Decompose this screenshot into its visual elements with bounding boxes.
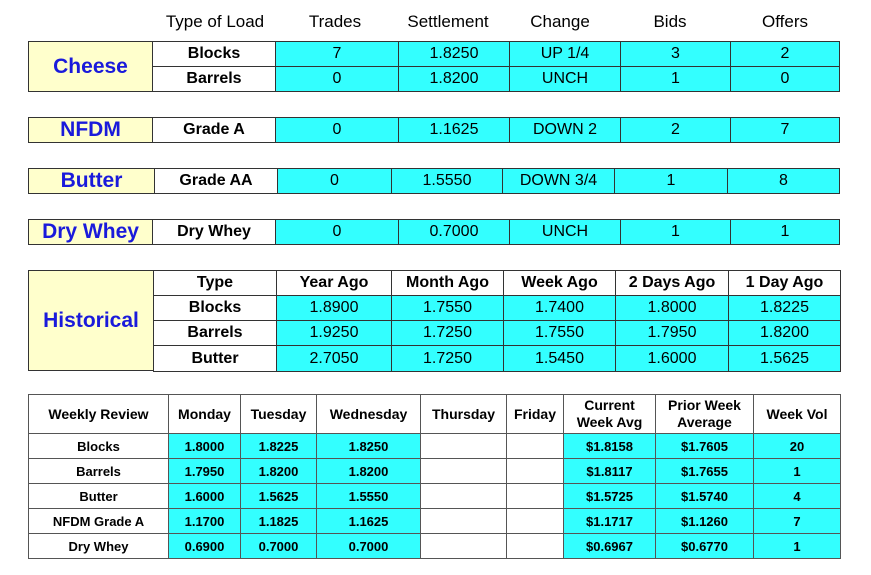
weekly-cell: 1.5625 (240, 483, 317, 509)
whey-settlement: 0.7000 (398, 219, 510, 245)
weekly-row-label: Blocks (28, 433, 169, 459)
historical-cell: 1.5625 (728, 345, 841, 372)
weekly-cell: 1.5550 (316, 483, 421, 509)
historical-cell: 1.7400 (503, 295, 616, 321)
weekly-header: Wednesday (316, 394, 421, 434)
historical-cell: 1.9250 (276, 320, 392, 346)
weekly-header: Monday (168, 394, 241, 434)
historical-header: Week Ago (503, 270, 616, 296)
header-settlement: Settlement (407, 12, 489, 31)
header-bids: Bids (653, 12, 687, 31)
cheese-blocks-offers: 2 (730, 41, 840, 67)
weekly-cell (420, 458, 507, 484)
weekly-cell: $1.5725 (563, 483, 656, 509)
weekly-cell: 1.7950 (168, 458, 241, 484)
nfdm-type: Grade A (152, 117, 276, 143)
whey-offers: 1 (730, 219, 840, 245)
historical-cell: 1.7250 (391, 345, 504, 372)
weekly-row-label: Dry Whey (28, 533, 169, 559)
historical-row-type: Blocks (153, 295, 277, 321)
butter-bids: 1 (614, 168, 728, 194)
header-change: Change (530, 12, 590, 31)
weekly-cell: 1.1825 (240, 508, 317, 534)
weekly-cell: 1 (753, 458, 841, 484)
weekly-cell: 20 (753, 433, 841, 459)
weekly-cell: 1.8200 (316, 458, 421, 484)
historical-cell: 1.7250 (391, 320, 504, 346)
weekly-cell: 1.1700 (168, 508, 241, 534)
historical-row-type: Butter (153, 345, 277, 372)
weekly-cell: 1.8200 (240, 458, 317, 484)
weekly-row-label: Barrels (28, 458, 169, 484)
cheese-barrels-change: UNCH (509, 66, 621, 92)
historical-cell: 1.7550 (503, 320, 616, 346)
weekly-cell (506, 533, 564, 559)
weekly-cell (420, 533, 507, 559)
historical-cell: 1.6000 (615, 345, 729, 372)
cheese-label: Cheese (28, 41, 153, 92)
historical-cell: 1.7550 (391, 295, 504, 321)
nfdm-change: DOWN 2 (509, 117, 621, 143)
weekly-cell: $0.6967 (563, 533, 656, 559)
weekly-cell: $0.6770 (655, 533, 754, 559)
weekly-header: Friday (506, 394, 564, 434)
weekly-cell: 0.6900 (168, 533, 241, 559)
weekly-cell: $1.5740 (655, 483, 754, 509)
cheese-barrels-settlement: 1.8200 (398, 66, 510, 92)
weekly-cell: 7 (753, 508, 841, 534)
historical-cell: 1.8225 (728, 295, 841, 321)
weekly-header: Weekly Review (28, 394, 169, 434)
butter-trades: 0 (277, 168, 392, 194)
nfdm-bids: 2 (620, 117, 731, 143)
whey-trades: 0 (275, 219, 399, 245)
cheese-blocks-settlement: 1.8250 (398, 41, 510, 67)
weekly-cell (506, 433, 564, 459)
butter-change: DOWN 3/4 (502, 168, 615, 194)
weekly-cell: $1.7605 (655, 433, 754, 459)
weekly-cell (506, 508, 564, 534)
cheese-blocks-change: UP 1/4 (509, 41, 621, 67)
butter-offers: 8 (727, 168, 840, 194)
weekly-cell: 1 (753, 533, 841, 559)
weekly-cell (420, 433, 507, 459)
historical-header: 1 Day Ago (728, 270, 841, 296)
weekly-header: Tuesday (240, 394, 317, 434)
historical-header: Month Ago (391, 270, 504, 296)
butter-settlement: 1.5550 (391, 168, 503, 194)
weekly-cell: $1.8117 (563, 458, 656, 484)
weekly-header: Prior Week Average (655, 394, 754, 434)
weekly-cell: $1.1717 (563, 508, 656, 534)
weekly-cell (420, 483, 507, 509)
historical-cell: 1.8900 (276, 295, 392, 321)
historical-cell: 1.8200 (728, 320, 841, 346)
weekly-cell: $1.1260 (655, 508, 754, 534)
weekly-row-label: NFDM Grade A (28, 508, 169, 534)
nfdm-trades: 0 (275, 117, 399, 143)
weekly-cell: 1.8250 (316, 433, 421, 459)
weekly-cell: 0.7000 (240, 533, 317, 559)
nfdm-settlement: 1.1625 (398, 117, 510, 143)
historical-header: Type (153, 270, 277, 296)
cheese-blocks-bids: 3 (620, 41, 731, 67)
historical-header: Year Ago (276, 270, 392, 296)
header-offers: Offers (762, 12, 808, 31)
header-trades: Trades (308, 12, 362, 31)
whey-bids: 1 (620, 219, 731, 245)
butter-type: Grade AA (154, 168, 278, 194)
whey-label: Dry Whey (28, 219, 153, 245)
weekly-cell: 0.7000 (316, 533, 421, 559)
historical-cell: 1.7950 (615, 320, 729, 346)
nfdm-label: NFDM (28, 117, 153, 143)
weekly-cell (506, 483, 564, 509)
cheese-barrels-bids: 1 (620, 66, 731, 92)
weekly-cell: 1.8000 (168, 433, 241, 459)
historical-header: 2 Days Ago (615, 270, 729, 296)
weekly-cell: 1.8225 (240, 433, 317, 459)
weekly-cell: 1.1625 (316, 508, 421, 534)
cheese-type-barrels: Barrels (152, 66, 276, 92)
weekly-cell: $1.8158 (563, 433, 656, 459)
cheese-barrels-trades: 0 (275, 66, 399, 92)
header-type-of-load: Type of Load (165, 12, 265, 31)
historical-cell: 1.5450 (503, 345, 616, 372)
historical-label: Historical (28, 270, 154, 371)
weekly-header: Current Week Avg (563, 394, 656, 434)
whey-change: UNCH (509, 219, 621, 245)
nfdm-offers: 7 (730, 117, 840, 143)
historical-cell: 1.8000 (615, 295, 729, 321)
butter-label: Butter (28, 168, 155, 194)
weekly-row-label: Butter (28, 483, 169, 509)
cheese-barrels-offers: 0 (730, 66, 840, 92)
weekly-cell: 4 (753, 483, 841, 509)
cheese-blocks-trades: 7 (275, 41, 399, 67)
weekly-cell (506, 458, 564, 484)
cheese-type-blocks: Blocks (152, 41, 276, 67)
weekly-cell (420, 508, 507, 534)
historical-cell: 2.7050 (276, 345, 392, 372)
whey-type: Dry Whey (152, 219, 276, 245)
weekly-cell: 1.6000 (168, 483, 241, 509)
weekly-header: Week Vol (753, 394, 841, 434)
historical-row-type: Barrels (153, 320, 277, 346)
weekly-cell: $1.7655 (655, 458, 754, 484)
weekly-header: Thursday (420, 394, 507, 434)
